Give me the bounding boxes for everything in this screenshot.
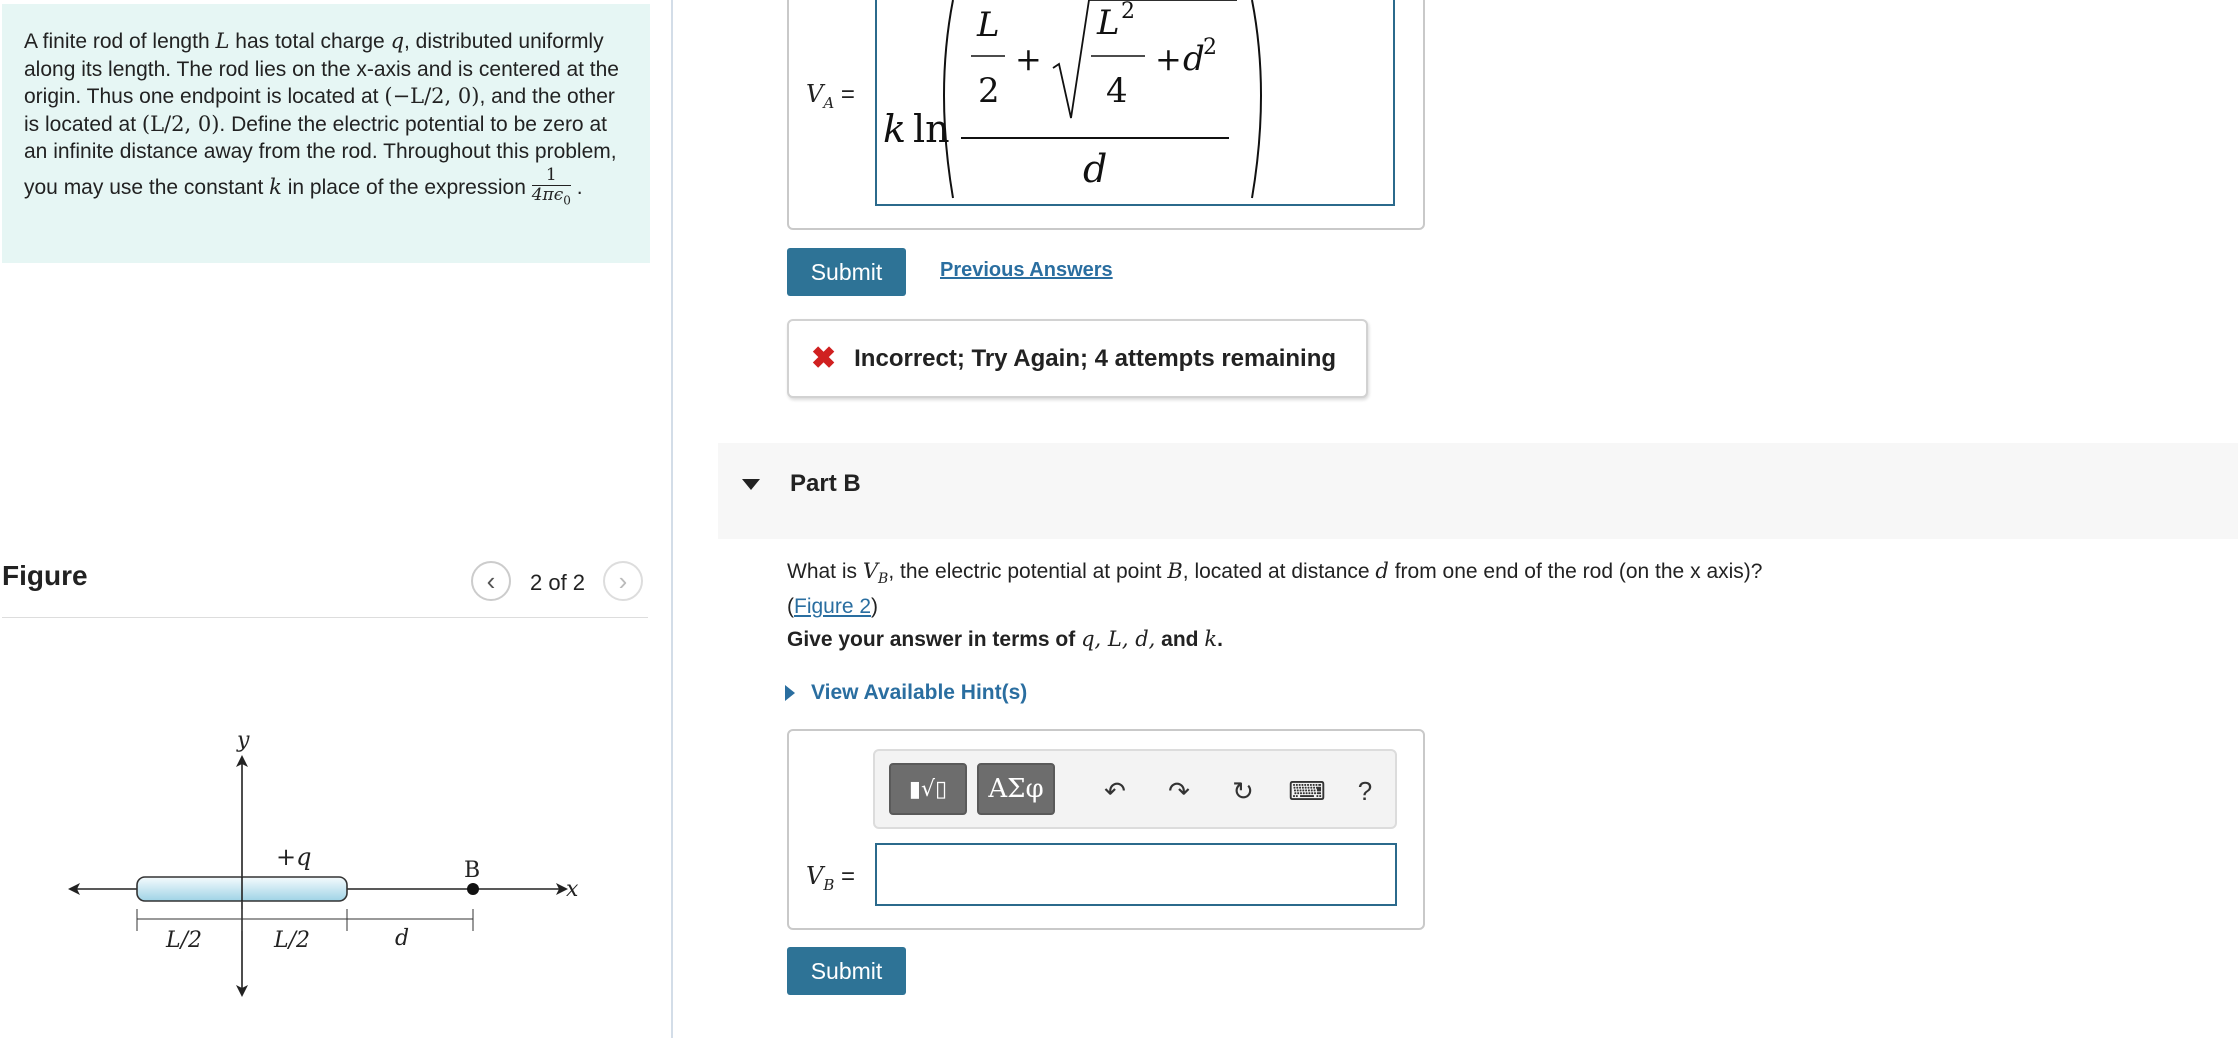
distance-label: d <box>395 926 410 951</box>
expr-plus: + <box>1015 40 1042 78</box>
var-k: k <box>269 174 282 199</box>
half-length-label: L/2 <box>274 928 311 953</box>
coulomb-fraction <box>532 166 571 210</box>
fraction-denominator-sub: 0 <box>563 192 571 207</box>
expr-k: k <box>883 107 907 151</box>
var-V-subscript: B <box>878 571 889 588</box>
point-b-marker <box>467 883 479 895</box>
error-x-icon: ✖ <box>811 342 837 375</box>
figure-divider <box>2 617 648 618</box>
undo-button[interactable] <box>1097 773 1133 809</box>
math-toolbar <box>873 749 1397 829</box>
problem-text: , and the other is located at <box>24 85 615 136</box>
equals-sign: = <box>840 81 855 108</box>
feedback-text: Incorrect; Try Again; 4 attempts remaining <box>854 344 1337 372</box>
problem-text: , distributed uniformly along its length. The rod lies on the <box>24 30 604 81</box>
problem-text: . <box>576 175 583 199</box>
previous-figure-button[interactable] <box>471 561 511 601</box>
fraction-denominator <box>532 186 571 210</box>
endpoint-2: (L/2, 0) <box>141 111 220 136</box>
half-length-label: L/2 <box>166 928 203 953</box>
instructions-and: and <box>1161 628 1199 651</box>
problem-text: -axis and is centered at the origin. Thus one endpoint is located at <box>24 57 619 108</box>
expr-L-squared: L <box>1097 3 1120 43</box>
reset-button[interactable] <box>1225 773 1261 809</box>
vb-symbol: V <box>806 862 824 890</box>
y-axis-label: y <box>237 728 250 753</box>
va-symbol: V <box>806 80 824 108</box>
var-V: V <box>862 559 879 583</box>
va-label <box>806 80 855 112</box>
help-icon: ? <box>1357 775 1373 806</box>
part-b-header[interactable] <box>718 443 2238 539</box>
charge-label: +q <box>276 843 312 871</box>
expr-ln: ln <box>913 107 950 151</box>
part-b-question <box>787 558 1762 620</box>
view-hints-label: View Available Hint(s) <box>811 681 1028 704</box>
problem-text: . Define the electric potential to be zero at an infinite distance away from the rod. Throughout this problem, you may use the constant <box>24 112 617 199</box>
expr-denominator-d: d <box>1083 147 1108 191</box>
question-text: , located at distance <box>1182 560 1370 583</box>
next-figure-button[interactable] <box>603 561 643 601</box>
var-B: B <box>1167 559 1183 583</box>
instructions-dot: . <box>1217 628 1223 651</box>
x-axis-label: x <box>566 877 579 902</box>
expr-d-exponent: 2 <box>1203 35 1217 60</box>
right-paren <box>1252 0 1261 198</box>
symbols-button[interactable] <box>977 763 1055 815</box>
instructions-vars: q, L, d, <box>1081 627 1156 651</box>
question-text: axis)? <box>1706 560 1763 583</box>
fraction-numerator: 1 <box>532 166 571 186</box>
expr-plus-2: + <box>1155 40 1182 78</box>
paren-close: ) <box>871 595 879 619</box>
var-q: q <box>390 29 405 53</box>
previous-answers-link[interactable]: Previous Answers <box>940 259 1113 281</box>
problem-text: in place of the expression <box>287 175 526 199</box>
feedback-message <box>787 319 1368 398</box>
expr-four: 4 <box>1106 71 1128 111</box>
caret-right-icon <box>785 685 795 701</box>
question-text: from one end of the rod (on the <box>1394 560 1685 583</box>
endpoint-1: (−L/2, 0) <box>384 84 480 108</box>
var-L: L <box>215 29 230 53</box>
keyboard-button[interactable] <box>1289 773 1325 809</box>
expr-L: L <box>977 5 1000 45</box>
va-answer-input[interactable] <box>875 0 1395 206</box>
pane-divider[interactable] <box>671 0 673 1038</box>
templates-icon: ▮√▯ <box>908 776 948 802</box>
redo-icon: ↷ <box>1168 775 1190 806</box>
problem-text: has total charge <box>235 30 385 53</box>
question-text: What is <box>787 560 858 583</box>
figure-counter: 2 of 2 <box>530 570 586 595</box>
problem-text: A finite rod of length <box>24 30 210 53</box>
view-hints-toggle[interactable] <box>785 681 1027 705</box>
paren-open: ( <box>787 595 794 619</box>
expr-two: 2 <box>978 71 1000 111</box>
vb-subscript: B <box>823 875 835 894</box>
var-d: d <box>1375 559 1389 583</box>
keyboard-icon: ⌨ <box>1288 775 1326 806</box>
fraction-denominator-text: 4πϵ <box>531 184 564 205</box>
point-b-label: B <box>464 858 481 883</box>
part-a-submit-button[interactable]: Submit <box>787 248 906 296</box>
instructions-k: k <box>1204 627 1218 651</box>
equals-sign: = <box>841 863 856 890</box>
vb-answer-input[interactable] <box>875 843 1397 906</box>
answer-instructions <box>787 627 1223 652</box>
va-subscript: A <box>823 93 835 112</box>
templates-button[interactable] <box>889 763 967 815</box>
var-x: x <box>1690 560 1701 583</box>
part-b-submit-button[interactable]: Submit <box>787 947 906 995</box>
question-text: , the electric potential at point <box>888 560 1162 583</box>
instructions-text: Give your answer in terms of <box>787 628 1076 651</box>
chevron-left-icon: ‹ <box>486 565 496 596</box>
var-x: x <box>356 57 367 81</box>
expr-d: d <box>1183 39 1205 79</box>
expr-exponent: 2 <box>1121 0 1135 24</box>
part-b-title: Part B <box>790 470 861 497</box>
undo-icon: ↶ <box>1104 775 1126 806</box>
greek-symbols-icon: ΑΣφ <box>988 774 1044 804</box>
figure-2-link[interactable]: Figure 2 <box>794 595 872 619</box>
rod-diagram <box>60 725 620 1005</box>
va-expression <box>877 0 1393 204</box>
vb-label <box>806 862 855 894</box>
redo-button[interactable] <box>1161 773 1197 809</box>
caret-down-icon[interactable] <box>742 479 760 490</box>
figure-title: Figure <box>2 560 88 591</box>
help-button[interactable] <box>1347 773 1383 809</box>
reset-icon: ↻ <box>1232 775 1254 806</box>
chevron-right-icon: › <box>618 565 628 596</box>
problem-statement <box>2 4 650 263</box>
left-paren <box>944 0 953 198</box>
